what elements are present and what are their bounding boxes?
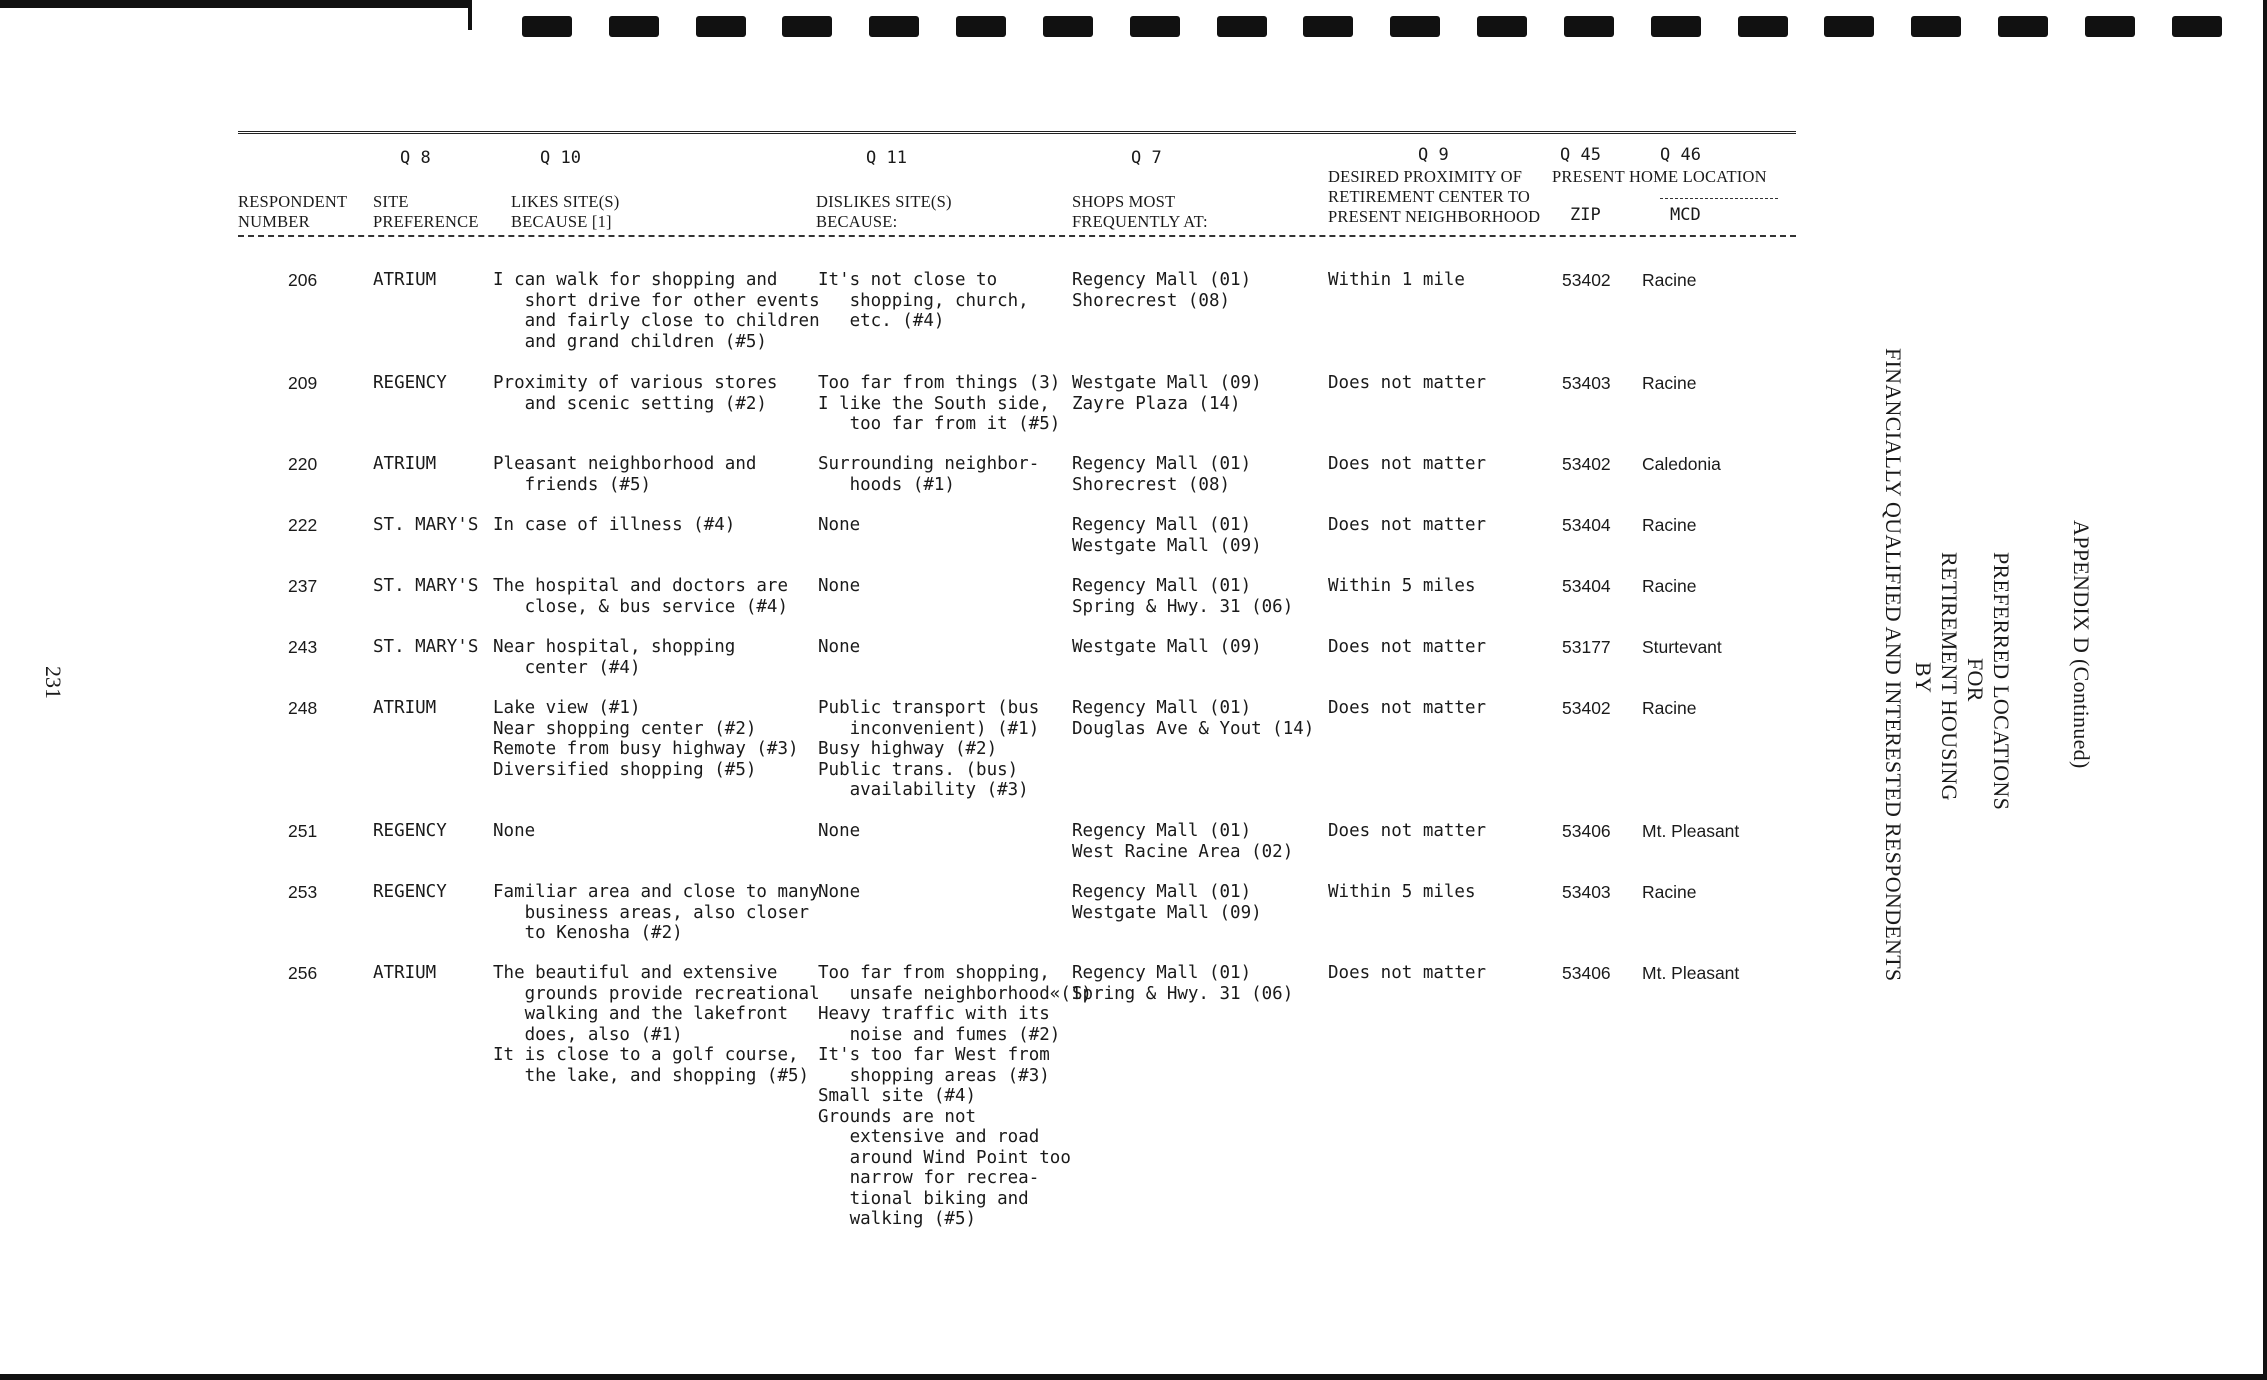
zip-code: 53404 bbox=[1562, 515, 1611, 535]
page-number: 231 bbox=[41, 666, 66, 699]
respondent-number: 253 bbox=[288, 882, 318, 902]
feed-hole bbox=[1390, 16, 1440, 37]
title-line-1: PREFERRED LOCATIONS bbox=[1989, 552, 2014, 811]
zip-code: 53402 bbox=[1562, 270, 1611, 290]
site-preference: REGENCY bbox=[373, 821, 447, 841]
feed-hole bbox=[522, 16, 572, 37]
desired-proximity: Does not matter bbox=[1328, 454, 1487, 474]
dislikes-reason: None bbox=[818, 515, 861, 535]
dislikes-reason: None bbox=[818, 882, 861, 902]
dislikes-site-header: DISLIKES SITE(S) BECAUSE: bbox=[816, 192, 952, 231]
shops-list: Regency Mall (01) Shorecrest (08) bbox=[1072, 270, 1252, 311]
page-edge-bottom bbox=[0, 1374, 2267, 1380]
respondent-number: 222 bbox=[288, 515, 318, 535]
likes-reason: None bbox=[493, 821, 536, 841]
q7-header: Q 7 bbox=[1131, 148, 1162, 168]
dislikes-reason: Too far from things (3) I like the South side, too far from it (#5) bbox=[818, 373, 1061, 434]
zip-code: 53406 bbox=[1562, 963, 1611, 983]
q11-header: Q 11 bbox=[866, 148, 907, 168]
site-preference: REGENCY bbox=[373, 882, 447, 902]
desired-proximity: Does not matter bbox=[1328, 515, 1487, 535]
feed-hole bbox=[1477, 16, 1527, 37]
likes-reason: In case of illness (#4) bbox=[493, 515, 736, 535]
site-preference: ST. MARY'S bbox=[373, 576, 479, 596]
page-edge-notch bbox=[468, 0, 472, 30]
feed-hole bbox=[956, 16, 1006, 37]
tractor-feed-holes bbox=[522, 16, 2222, 40]
shops-list: Westgate Mall (09) Zayre Plaza (14) bbox=[1072, 373, 1262, 414]
mcd-location: Mt. Pleasant bbox=[1642, 821, 1740, 841]
likes-reason: Familiar area and close to many business areas, also closer to Kenosha (#2) bbox=[493, 882, 820, 943]
zip-code: 53402 bbox=[1562, 698, 1611, 718]
likes-reason: Near hospital, shopping center (#4) bbox=[493, 637, 736, 678]
desired-proximity: Does not matter bbox=[1328, 963, 1487, 983]
mcd-location: Sturtevant bbox=[1642, 637, 1722, 657]
likes-reason: Pleasant neighborhood and friends (#5) bbox=[493, 454, 757, 495]
site-preference: ST. MARY'S bbox=[373, 637, 479, 657]
shops-list: Regency Mall (01) Westgate Mall (09) bbox=[1072, 882, 1262, 923]
title-line-3: RETIREMENT HOUSING bbox=[1937, 552, 1962, 801]
feed-hole bbox=[2085, 16, 2135, 37]
site-preference: ATRIUM bbox=[373, 698, 437, 718]
q9-header: Q 9 bbox=[1418, 145, 1449, 165]
desired-proximity: Does not matter bbox=[1328, 373, 1487, 393]
title-line-5: FINANCIALLY QUALIFIED AND INTERESTED RESPONDENTS bbox=[1881, 348, 1906, 982]
respondent-number: 237 bbox=[288, 576, 318, 596]
feed-hole bbox=[1824, 16, 1874, 37]
q8-header: Q 8 bbox=[400, 148, 431, 168]
zip-code: 53404 bbox=[1562, 576, 1611, 596]
dislikes-reason: It's not close to shopping, church, etc. (#4) bbox=[818, 270, 1029, 331]
feed-hole bbox=[1911, 16, 1961, 37]
feed-hole bbox=[1738, 16, 1788, 37]
respondent-number: 251 bbox=[288, 821, 318, 841]
feed-hole bbox=[696, 16, 746, 37]
feed-hole bbox=[2172, 16, 2222, 37]
feed-hole bbox=[1303, 16, 1353, 37]
site-preference-header: SITE PREFERENCE bbox=[373, 192, 479, 231]
q46-header: Q 46 bbox=[1660, 145, 1701, 165]
respondent-number: 248 bbox=[288, 698, 318, 718]
respondent-number: 209 bbox=[288, 373, 318, 393]
q10-header: Q 10 bbox=[540, 148, 581, 168]
dislikes-reason: Surrounding neighbor- hoods (#1) bbox=[818, 454, 1040, 495]
shops-list: Regency Mall (01) Spring & Hwy. 31 (06) bbox=[1072, 576, 1294, 617]
likes-reason: Lake view (#1) Near shopping center (#2) Remote from busy highway (#3) Diversified shopping (#5) bbox=[493, 698, 799, 780]
desired-proximity: Within 5 miles bbox=[1328, 882, 1476, 902]
shops-list: Regency Mall (01) Douglas Ave & Yout (14) bbox=[1072, 698, 1315, 739]
mcd-location: Racine bbox=[1642, 373, 1697, 393]
feed-hole bbox=[782, 16, 832, 37]
title-line-2: FOR bbox=[1963, 658, 1988, 702]
header-top-rule bbox=[238, 131, 1796, 134]
respondent-number: 256 bbox=[288, 963, 318, 983]
feed-hole bbox=[1043, 16, 1093, 37]
mcd-location: Racine bbox=[1642, 270, 1697, 290]
title-line-4: BY bbox=[1911, 662, 1936, 694]
shops-list: Regency Mall (01) Shorecrest (08) bbox=[1072, 454, 1252, 495]
zip-code: 53177 bbox=[1562, 637, 1611, 657]
site-preference: ATRIUM bbox=[373, 270, 437, 290]
page-edge-top bbox=[0, 0, 470, 8]
site-preference: REGENCY bbox=[373, 373, 447, 393]
respondent-number: 220 bbox=[288, 454, 318, 474]
feed-hole bbox=[1130, 16, 1180, 37]
desired-proximity: Does not matter bbox=[1328, 637, 1487, 657]
header-bottom-rule bbox=[238, 235, 1796, 237]
dislikes-reason: None bbox=[818, 637, 861, 657]
shops-list: Regency Mall (01) Westgate Mall (09) bbox=[1072, 515, 1262, 556]
desired-proximity: Within 1 mile bbox=[1328, 270, 1465, 290]
page-edge-right bbox=[2263, 0, 2267, 1380]
respondent-number: 243 bbox=[288, 637, 318, 657]
dislikes-reason: Public transport (bus inconvenient) (#1) Busy highway (#2) Public trans. (bus) availability (#3) bbox=[818, 698, 1040, 800]
zip-code: 53403 bbox=[1562, 882, 1611, 902]
feed-hole bbox=[1651, 16, 1701, 37]
home-location-rule bbox=[1660, 198, 1778, 199]
respondent-number: 206 bbox=[288, 270, 318, 290]
desired-proximity: Does not matter bbox=[1328, 698, 1487, 718]
shops-list: Westgate Mall (09) bbox=[1072, 637, 1262, 657]
feed-hole bbox=[1564, 16, 1614, 37]
mcd-location: Racine bbox=[1642, 515, 1697, 535]
feed-hole bbox=[609, 16, 659, 37]
appendix-label: APPENDIX D (Continued) bbox=[2069, 520, 2094, 769]
respondent-number-header: RESPONDENT NUMBER bbox=[238, 192, 348, 231]
proximity-header: DESIRED PROXIMITY OF RETIREMENT CENTER TO PRESENT NEIGHBORHOOD bbox=[1328, 167, 1541, 226]
mcd-location: Racine bbox=[1642, 698, 1697, 718]
likes-reason: The hospital and doctors are close, & bus service (#4) bbox=[493, 576, 789, 617]
zip-code: 53406 bbox=[1562, 821, 1611, 841]
q45-header: Q 45 bbox=[1560, 145, 1601, 165]
site-preference: ATRIUM bbox=[373, 454, 437, 474]
mcd-location: Caledonia bbox=[1642, 454, 1721, 474]
dislikes-reason: Too far from shopping, unsafe neighborhood«(1) Heavy traffic with its noise and fumes (#2) It's too far West from shopping areas (#3) Small site (#4) Grounds are not extensive and road around Wind Point too narrow for recrea- tional biking and walking (#5) bbox=[818, 963, 1092, 1229]
mcd-location: Mt. Pleasant bbox=[1642, 963, 1740, 983]
shops-list: Regency Mall (01) West Racine Area (02) bbox=[1072, 821, 1294, 862]
zip-header: ZIP bbox=[1570, 205, 1601, 225]
zip-code: 53402 bbox=[1562, 454, 1611, 474]
desired-proximity: Within 5 miles bbox=[1328, 576, 1476, 596]
zip-code: 53403 bbox=[1562, 373, 1611, 393]
dislikes-reason: None bbox=[818, 821, 861, 841]
site-preference: ATRIUM bbox=[373, 963, 437, 983]
feed-hole bbox=[1217, 16, 1267, 37]
shops-header: SHOPS MOST FREQUENTLY AT: bbox=[1072, 192, 1208, 231]
mcd-location: Racine bbox=[1642, 576, 1697, 596]
desired-proximity: Does not matter bbox=[1328, 821, 1487, 841]
site-preference: ST. MARY'S bbox=[373, 515, 479, 535]
feed-hole bbox=[1998, 16, 2048, 37]
mcd-location: Racine bbox=[1642, 882, 1697, 902]
feed-hole bbox=[869, 16, 919, 37]
likes-site-header: LIKES SITE(S) BECAUSE [1] bbox=[511, 192, 620, 231]
likes-reason: Proximity of various stores and scenic setting (#2) bbox=[493, 373, 778, 414]
shops-list: Regency Mall (01) Spring & Hwy. 31 (06) bbox=[1072, 963, 1294, 1004]
mcd-header: MCD bbox=[1670, 205, 1701, 225]
likes-reason: I can walk for shopping and short drive for other events and fairly close to children and grand children (#5) bbox=[493, 270, 820, 352]
likes-reason: The beautiful and extensive grounds provide recreational walking and the lakefront does, also (#1) It is close to a golf course, the lake, and shopping (#5) bbox=[493, 963, 820, 1086]
home-location-header: PRESENT HOME LOCATION bbox=[1552, 167, 1767, 186]
dislikes-reason: None bbox=[818, 576, 861, 596]
